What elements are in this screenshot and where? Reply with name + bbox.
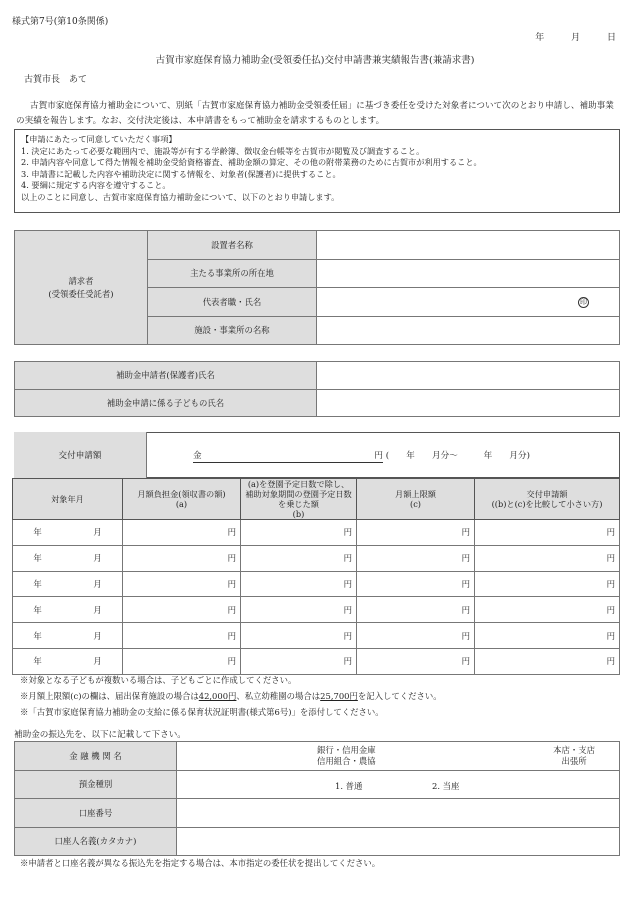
amount-c-cell[interactable]: 円 [357, 597, 475, 623]
amount-c-cell[interactable]: 円 [357, 648, 475, 674]
grid-header-b: (a)を登園予定日数で除し、補助対象期間の登園予定日数を乗じた額 (b) [241, 479, 357, 520]
office-address-input[interactable] [317, 259, 620, 288]
grid-header-month: 対象年月 [13, 479, 123, 520]
parent-table [14, 361, 620, 417]
table-row [13, 545, 620, 571]
amount-input[interactable] [193, 449, 383, 463]
applicant-label-main: 請求者 [68, 275, 94, 286]
amount-a-cell[interactable]: 円 [123, 623, 241, 649]
facility-name-input[interactable] [317, 316, 620, 345]
field-label-institution: 金 融 機 関 名 [15, 742, 177, 771]
applicant-label-sub: (受領委任受託者) [48, 288, 114, 299]
consent-heading: 【申請にあたって同意していただく事項】 [21, 134, 177, 144]
amount-a-cell[interactable]: 円 [123, 545, 241, 571]
month-label: 月 [93, 553, 102, 564]
field-label-facility: 施設・事業所の名称 [148, 316, 317, 345]
field-label-account-type: 預金種別 [15, 770, 177, 799]
applicant-label [15, 231, 148, 345]
consent-item: 3. 申請書に記載した内容や補助決定に関する情報を、対象者(保護者)に提供すること。 [21, 168, 341, 179]
grid-body [13, 520, 620, 675]
month-cell[interactable] [13, 571, 123, 597]
amount-c-cell[interactable]: 円 [357, 571, 475, 597]
account-number-input[interactable] [177, 799, 620, 828]
year-label: 年 [33, 553, 42, 564]
institution-input[interactable] [177, 742, 620, 771]
month-cell[interactable] [13, 545, 123, 571]
amount-a-cell[interactable]: 円 [123, 648, 241, 674]
intro-paragraph: 古賀市家庭保育協力補助金について、別紙「古賀市家庭保育協力補助金受領委任届」に基づき委任を受けた対象者について次のとおり申請し、補助事業の実績を報告します。なお、交付決定後は、本申請書をもって補助金を請求するものとします。 [16, 101, 614, 126]
field-label-representative: 代表者職・氏名 [148, 288, 317, 317]
option-current[interactable]: 2. 当座 [432, 780, 460, 791]
table-row [13, 597, 620, 623]
field-label-founder: 設置者名称 [148, 231, 317, 260]
field-label-office-address: 主たる事業所の所在地 [148, 259, 317, 288]
table-row [13, 571, 620, 597]
month-label: 月 [93, 527, 102, 538]
note-2: ※月額上限額(c)の欄は、届出保育施設の場合は42,000円、私立幼稚園の場合は25,700円を記入してください。 [20, 691, 442, 701]
grid-header-applied: 交付申請額 ((b)と(c)を比較して小さい方) [475, 479, 620, 520]
applicant-table [14, 230, 620, 345]
month-label: 月 [93, 656, 102, 667]
table-row [13, 520, 620, 546]
field-label-account-number: 口座番号 [15, 799, 177, 828]
amount-b-cell[interactable]: 円 [241, 597, 357, 623]
field-label-child: 補助金申請に係る子どもの氏名 [15, 389, 317, 417]
amount-period: ( 年 月分～ 年 月分) [385, 451, 530, 461]
option-ordinary[interactable]: 1. 普通 [335, 780, 363, 791]
field-label-guardian: 補助金申請者(保護者)氏名 [15, 362, 317, 390]
year-label: 年 [33, 630, 42, 641]
amount-b-cell[interactable]: 円 [241, 520, 357, 546]
form-number: 様式第7号(第10条関係) [12, 17, 109, 27]
branch-types: 本店・支店 出張所 [553, 745, 595, 766]
applied-amount-cell[interactable]: 円 [475, 520, 620, 546]
date-year: 年 [535, 33, 545, 43]
date-month: 月 [571, 33, 581, 43]
amount-prefix: 金 [193, 451, 202, 461]
date-day: 日 [606, 33, 616, 43]
amount-a-cell[interactable]: 円 [123, 520, 241, 546]
month-label: 月 [93, 578, 102, 589]
amount-a-cell[interactable]: 円 [123, 571, 241, 597]
seal-mark: 印 [580, 297, 587, 306]
account-holder-input[interactable] [177, 827, 620, 856]
footer-note: ※申請者と口座名義が異なる振込先を指定する場合は、本市指定の委任状を提出してください。 [20, 858, 381, 868]
month-cell[interactable] [13, 623, 123, 649]
month-cell[interactable] [13, 520, 123, 546]
month-cell[interactable] [13, 597, 123, 623]
month-label: 月 [93, 630, 102, 641]
amount-a-cell[interactable]: 円 [123, 597, 241, 623]
notes [20, 672, 442, 720]
consent-item: 4. 要綱に規定する内容を遵守すること。 [21, 180, 171, 191]
note-1: ※対象となる子どもが複数いる場合は、子どもごとに作成してください。 [20, 675, 297, 685]
month-label: 月 [93, 604, 102, 615]
account-type-options[interactable] [177, 770, 620, 799]
representative-input[interactable] [317, 288, 620, 317]
applied-amount-cell[interactable]: 円 [475, 623, 620, 649]
amount-yen: 円 [374, 451, 383, 461]
amount-b-cell[interactable]: 円 [241, 623, 357, 649]
applied-amount-cell[interactable]: 円 [475, 545, 620, 571]
addressee: 古賀市長 あて [24, 75, 88, 85]
amount-b-cell[interactable]: 円 [241, 571, 357, 597]
bank-table [14, 741, 620, 856]
year-label: 年 [33, 656, 42, 667]
consent-item: 1. 決定にあたって必要な範囲内で、施設等が有する学齢簿、徴収金台帳等を古賀市が閲覧及び調査すること。 [21, 145, 425, 156]
amount-c-cell[interactable]: 円 [357, 545, 475, 571]
consent-closing: 以上のことに同意し、古賀市家庭保育協力補助金について、以下のとおり申請します。 [21, 191, 340, 202]
bank-intro: 補助金の振込先を、以下に記載して下さい。 [14, 730, 186, 740]
child-name-input[interactable] [317, 389, 620, 417]
amount-c-cell[interactable]: 円 [357, 623, 475, 649]
applied-amount-cell[interactable]: 円 [475, 597, 620, 623]
consent-item: 2. 申請内容や同意して得た情報を補助金受給資格審査、補助金額の算定、その他の附帯業務のために古賀市が利用すること。 [21, 157, 482, 168]
amount-b-cell[interactable]: 円 [241, 545, 357, 571]
grid-header-c: 月額上限額 (c) [357, 479, 475, 520]
amount-label: 交付申請額 [14, 432, 147, 478]
grid-header-a: 月額負担金(領収書の額) (a) [123, 479, 241, 520]
founder-name-input[interactable] [317, 231, 620, 260]
date-line [511, 30, 616, 43]
guardian-name-input[interactable] [317, 362, 620, 390]
table-row [13, 648, 620, 674]
year-label: 年 [33, 578, 42, 589]
applied-amount-cell[interactable]: 円 [475, 571, 620, 597]
page-title: 古賀市家庭保育協力補助金(受領委任払)交付申請書兼実績報告書(兼請求書) [155, 55, 475, 66]
year-label: 年 [33, 527, 42, 538]
field-label-account-holder: 口座人名義(カタカナ) [15, 827, 177, 856]
amount-c-cell[interactable]: 円 [357, 520, 475, 546]
month-cell[interactable] [13, 648, 123, 674]
note-3: ※「古賀市家庭保育協力補助金の支給に係る保育状況証明書(様式第6号)」を添付してください。 [20, 707, 384, 717]
amount-b-cell[interactable]: 円 [241, 648, 357, 674]
institution-types: 銀行・信用金庫 信用組合・農協 [317, 745, 376, 766]
monthly-grid [12, 478, 620, 675]
amount-line[interactable] [193, 449, 530, 463]
applied-amount-cell[interactable]: 円 [475, 648, 620, 674]
year-label: 年 [33, 604, 42, 615]
consent-box [14, 129, 620, 213]
table-row [13, 623, 620, 649]
